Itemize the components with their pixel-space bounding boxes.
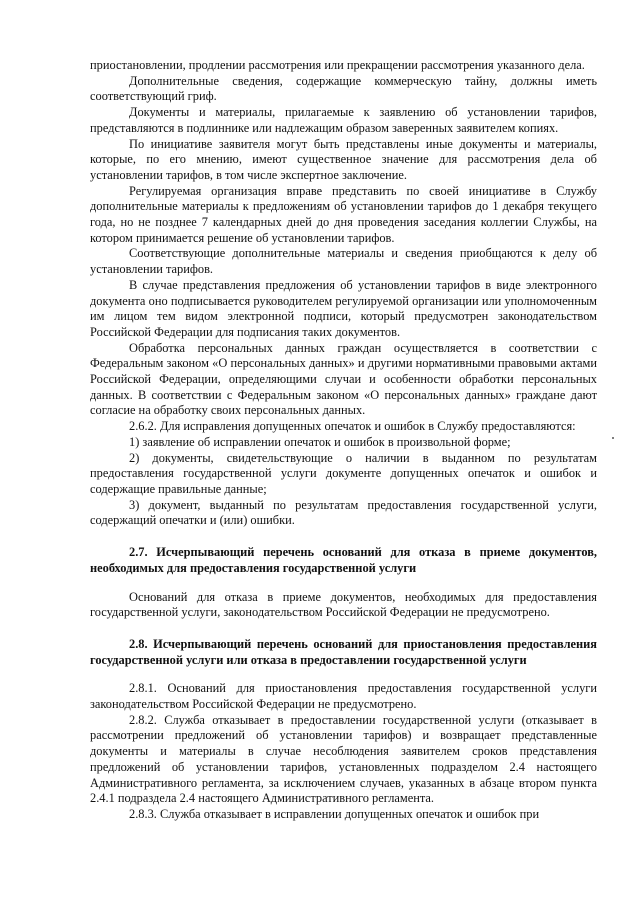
paragraph-personal-data: Обработка персональных данных граждан осуществляется в соответствии с Федеральным законом «О персональных данных» и другими нормативными правовыми актами Российской Федерации, определяющими случаи и особенности обработки персональных данных. В соответствии с Федеральным законом «О персональных данных» граждане дают согласие на обработку своих персональных данных. [90, 340, 597, 418]
section-heading-2-8: 2.8. Исчерпывающий перечень оснований для приостановления предоставления государственной услуги или отказа в предоставлении государственной услуги [90, 636, 597, 667]
paragraph-other-documents: По инициативе заявителя могут быть представлены иные документы и материалы, которые, по его мнению, имеют существенное значение для рассмотрения дела об установлении тарифов, в том числе экспертное заключение. [90, 136, 597, 182]
paragraph-2-7: Оснований для отказа в приеме документов, необходимых для предоставления государственной услуги, законодательством Российской Федерации не предусмотрено. [90, 589, 597, 620]
paragraph-continued: приостановлении, продлении рассмотрения или прекращении рассмотрения указанного дела. [90, 58, 585, 72]
document-page [90, 58, 597, 823]
list-item-1: 1) заявление об исправлении опечаток и ошибок в произвольной форме; [129, 434, 511, 449]
paragraph-documents-originals: Документы и материалы, прилагаемые к заявлению об установлении тарифов, представляются в подлиннике или надлежащим образом заверенных заявителем копиях. [90, 105, 597, 135]
list-item-2: 2) документы, свидетельствующие о наличии в выданном по результатам предоставления государственной услуги документе допущенных опечаток и ошибок и содержащие правильные данные; [90, 450, 597, 496]
section-heading-2-7: 2.7. Исчерпывающий перечень оснований для отказа в приеме документов, необходимых для предоставления государственной услуги [90, 545, 597, 575]
paragraph-attach-to-case: Соответствующие дополнительные материалы и сведения приобщаются к делу об установлении тарифов. [90, 246, 597, 277]
paragraph-2-6-2: 2.6.2. Для исправления допущенных опечаток и ошибок в Службу предоставляются: [129, 419, 576, 434]
paragraph-additional-materials: Регулируемая организация вправе представить по своей инициативе в Службу дополнительные материалы к предложениям об установлении тарифов до 1 декабря текущего года, но не позднее 7 календарных дней до дня проведения заседания коллегии Службы, на котором принимается решение об установлении тарифов. [90, 183, 597, 245]
paragraph-electronic-document: В случае представления предложения об установлении тарифов в виде электронного документа оно подписывается руководителем регулируемой организации или уполномоченным им лицом тем видом электронной подписи, который предусмотрен законодательством Российской Федерации для подписания таких документов. [90, 277, 597, 339]
scan-speck [612, 437, 614, 439]
paragraph-2-8-3: 2.8.3. Служба отказывает в исправлении допущенных опечаток и ошибок при [129, 806, 540, 821]
paragraph-2-8-2: 2.8.2. Служба отказывает в предоставлении государственной услуги (отказывает в рассмотрении предложений об установлении тарифов) и возвращает представленные документы и материалы в случае несоблюдения заявителем сроков представления предложений об установлении тарифов, установленных подразделом 2.4 настоящего Административного регламента, за исключением случаев, указанных в абзаце втором пункта 2.4.1 подраздела 2.4 настоящего Административного регламента. [90, 712, 597, 806]
paragraph-commercial-secret: Дополнительные сведения, содержащие коммерческую тайну, должны иметь соответствующий гриф. [90, 73, 597, 104]
paragraph-2-8-1: 2.8.1. Оснований для приостановления предоставления государственной услуги законодательством Российской Федерации не предусмотрено. [90, 681, 597, 712]
list-item-3: 3) документ, выданный по результатам предоставления государственной услуги, содержащий опечатки и (или) ошибки. [90, 497, 597, 528]
